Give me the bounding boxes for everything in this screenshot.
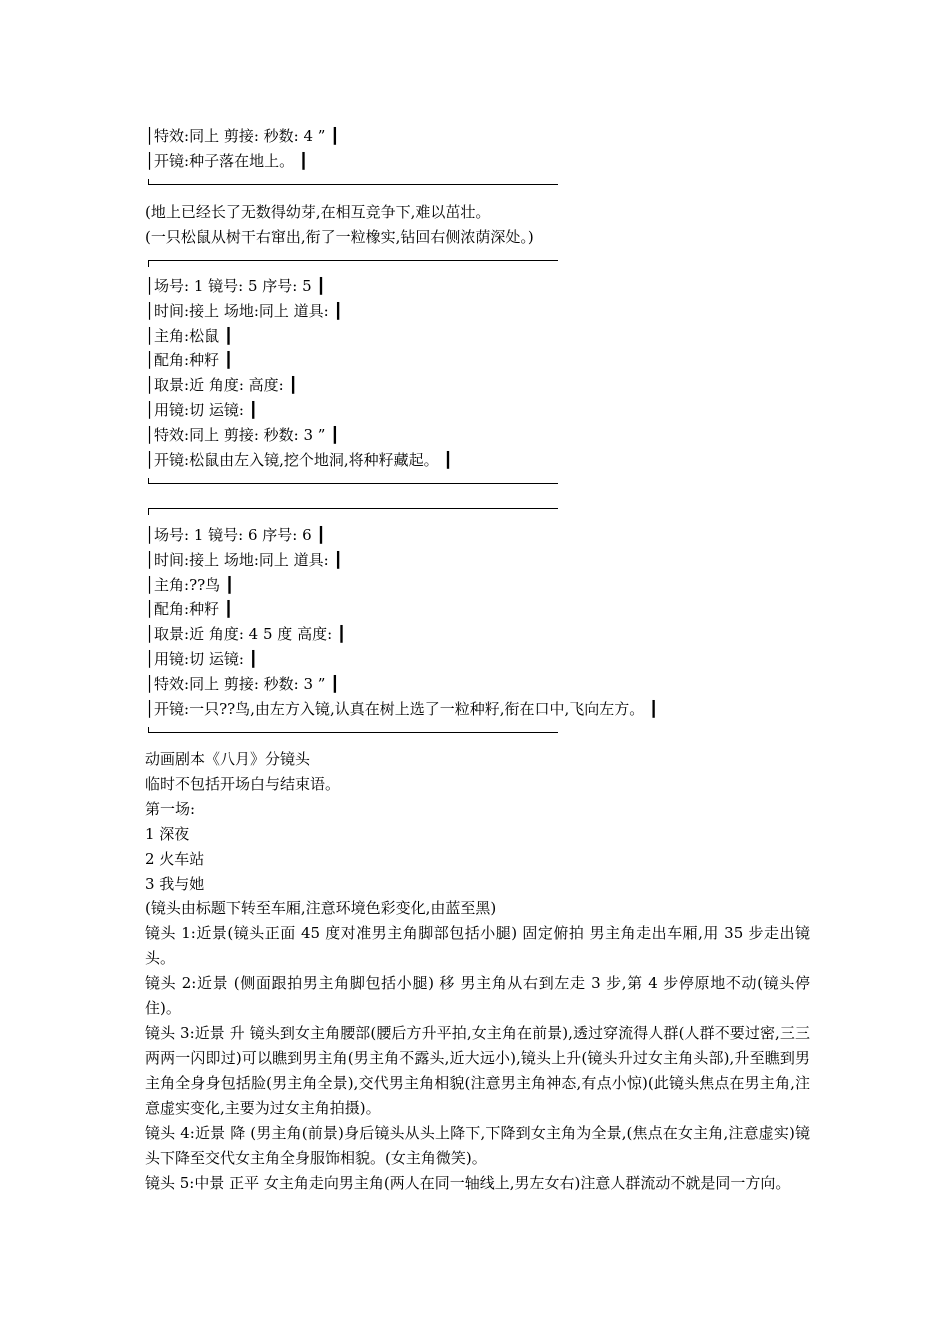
scene-heading: 第一场: [145, 800, 196, 818]
shot-description-5: 镜头 5:中景 正平 女主角走向男主角(两人在同一轴线上,男左女右)注意人群流动不就是同一方向。 [145, 1174, 791, 1192]
shot-description-1: 镜头 1:近景(镜头正面 45 度对准男主角脚部包括小腿) 固定俯拍 男主角走出车厢,用 35 步走出镜头。 [145, 924, 810, 967]
shot5-support-line: │配角:种籽 ┃ [145, 351, 233, 369]
shot5-effects-line: │特效:同上 剪接: 秒数: 3 ” ┃ [145, 426, 340, 444]
narration-line-2: (一只松鼠从树干右窜出,衔了一粒橡实,钻回右侧浓荫深处。) [145, 228, 534, 246]
script-title: 动画剧本《八月》分镜头 [145, 750, 311, 768]
shot5-scene-number-line: │场号: 1 镜号: 5 序号: 5 ┃ [145, 277, 326, 295]
scene-item-3: 3 我与她 [145, 875, 205, 893]
shot5-action-line: │开镜:松鼠由左入镜,挖个地洞,将种籽藏起。 ┃ [145, 451, 453, 469]
shot6-effects-line: │特效:同上 剪接: 秒数: 3 ” ┃ [145, 675, 340, 693]
shot5-time-location-line: │时间:接上 场地:同上 道具: ┃ [145, 302, 343, 320]
shot6-lens-line: │用镜:切 运镜: ┃ [145, 650, 258, 668]
shot6-support-line: │配角:种籽 ┃ [145, 600, 233, 618]
script-note: 临时不包括开场白与结束语。 [145, 775, 341, 793]
shot6-scene-number-line: │场号: 1 镜号: 6 序号: 6 ┃ [145, 526, 326, 544]
shot6-bottom-border [148, 732, 558, 733]
shot6-top-border [148, 508, 558, 509]
scene-item-1: 1 深夜 [145, 825, 190, 843]
shot5-framing-line: │取景:近 角度: 高度: ┃ [145, 376, 298, 394]
narration-line-1: (地上已经长了无数得幼芽,在相互竞争下,难以茁壮。 [145, 203, 491, 221]
shot6-action-line: │开镜:一只??鸟,由左方入镜,认真在树上选了一粒种籽,衔在口中,飞向左方。 ┃ [145, 700, 659, 718]
shot5-lead-line: │主角:松鼠 ┃ [145, 327, 233, 345]
block-tail-effects-line: │特效:同上 剪接: 秒数: 4 ” ┃ [145, 127, 340, 145]
shot6-time-location-line: │时间:接上 场地:同上 道具: ┃ [145, 551, 343, 569]
shot-description-2: 镜头 2:近景 (侧面跟拍男主角脚包括小腿) 移 男主角从右到左走 3 步,第 4 步停原地不动(镜头停住)。 [145, 974, 810, 1017]
shot5-top-border [148, 260, 558, 261]
shot-description-3: 镜头 3:近景 升 镜头到女主角腰部(腰后方升平拍,女主角在前景),透过穿流得人群(人群不要过密,三三两两一闪即过)可以瞧到男主角(男主角不露头,近大远小),镜头上升(镜头升过女主角头部),升至瞧到男主角全身身包括脸(男主角全景),交代男主角相貌(注意男主角神态,有点小惊)(此镜头焦点在男主角,注意虚实变化,主要为过女主角拍摄)。 [145, 1024, 810, 1117]
scene-item-2: 2 火车站 [145, 850, 205, 868]
scene-intro: (镜头由标题下转至车厢,注意环境色彩变化,由蓝至黑) [145, 899, 497, 917]
block-bottom-border [148, 184, 558, 185]
shot6-lead-line: │主角:??鸟 ┃ [145, 576, 234, 594]
block-tail-action-line: │开镜:种子落在地上。 ┃ [145, 152, 308, 170]
shot5-lens-line: │用镜:切 运镜: ┃ [145, 401, 258, 419]
shot-description-4: 镜头 4:近景 降 (男主角(前景)身后镜头从头上降下,下降到女主角为全景,(焦点在女主角,注意虚实)镜头下降至交代女主角全身服饰相貌。(女主角微笑)。 [145, 1124, 810, 1167]
shot5-bottom-border [148, 483, 558, 484]
shot6-framing-line: │取景:近 角度: 4 5 度 高度: ┃ [145, 625, 346, 643]
